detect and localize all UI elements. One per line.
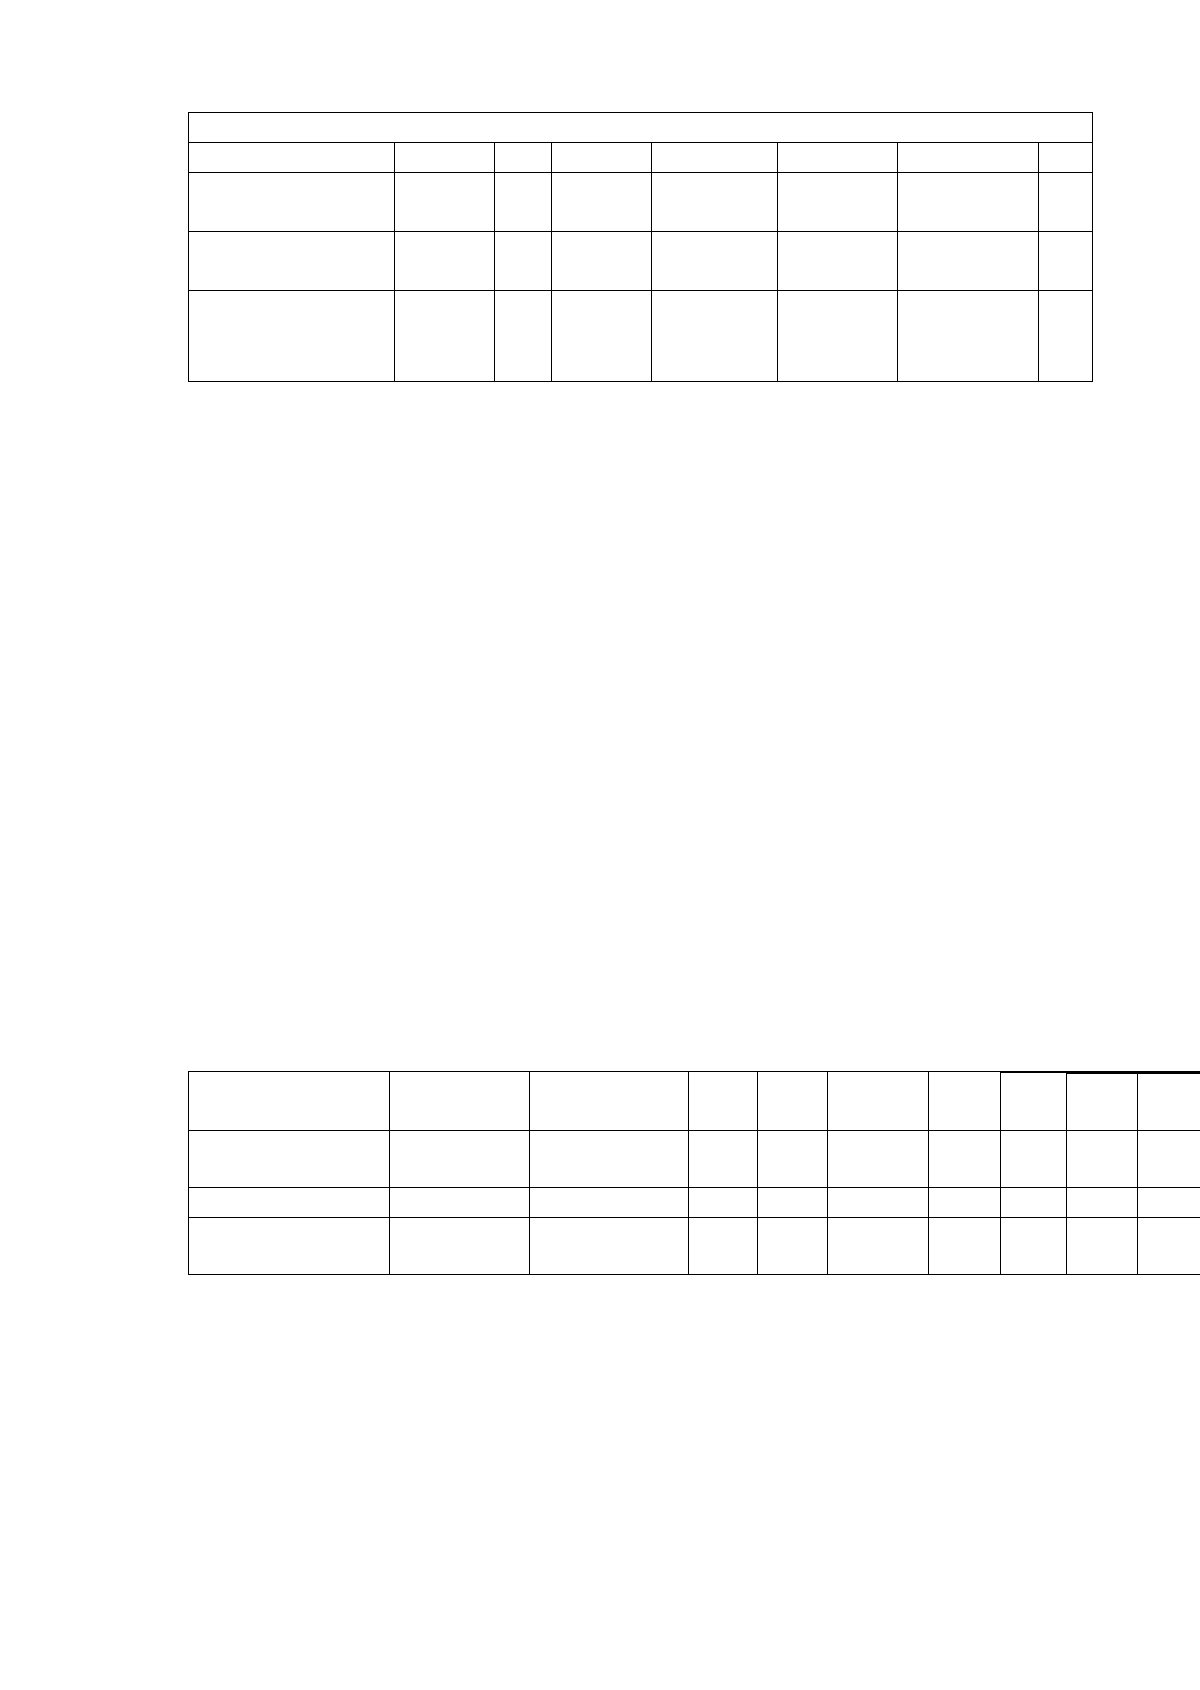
dash-cell	[689, 1218, 758, 1275]
fund-unit-volume	[395, 173, 495, 232]
summary-label	[189, 1131, 390, 1188]
cell	[689, 1188, 758, 1218]
cell	[778, 173, 898, 232]
dash-cell	[1067, 1218, 1138, 1275]
cell	[495, 232, 552, 291]
section-row	[189, 113, 1093, 143]
cell	[778, 232, 898, 291]
term-label	[189, 232, 395, 291]
juvenile-care-table	[188, 1071, 1200, 1275]
cell	[1067, 1131, 1138, 1188]
cell	[1039, 232, 1093, 291]
last-label	[189, 1218, 390, 1275]
header-annual-area	[1001, 1073, 1067, 1131]
fund-label-line1	[189, 143, 395, 173]
term-unit	[395, 232, 495, 291]
cell	[495, 143, 552, 173]
cell	[552, 173, 652, 232]
header-volume	[828, 1072, 929, 1131]
cell	[778, 143, 898, 173]
cell	[652, 143, 778, 173]
header-district	[390, 1072, 530, 1131]
cell	[552, 143, 652, 173]
cell	[1039, 291, 1093, 382]
cell	[898, 291, 1039, 382]
cell	[495, 173, 552, 232]
cell	[828, 1188, 929, 1218]
cell	[552, 232, 652, 291]
body-text	[188, 676, 1120, 682]
annual-header-row	[189, 291, 1093, 382]
cell	[898, 232, 1039, 291]
cell	[1001, 1188, 1067, 1218]
cell	[898, 173, 1039, 232]
last-row	[189, 1218, 1200, 1275]
annual-label	[189, 291, 395, 382]
cell	[495, 291, 552, 382]
header-total	[1067, 1074, 1138, 1131]
cell	[390, 1188, 530, 1218]
cell	[758, 1188, 828, 1218]
cell	[929, 1131, 1001, 1188]
cell	[898, 143, 1039, 173]
cell	[652, 291, 778, 382]
cell	[929, 1188, 1001, 1218]
header-term	[929, 1072, 1001, 1131]
dash-cell	[828, 1218, 929, 1275]
cell	[1067, 1188, 1138, 1218]
header-care-type	[189, 1072, 390, 1131]
header-species	[689, 1072, 758, 1131]
cell	[530, 1188, 689, 1218]
dash-cell	[1138, 1218, 1200, 1275]
cell	[652, 232, 778, 291]
cell	[1039, 173, 1093, 232]
header-farm	[530, 1072, 689, 1131]
header-per-ha	[1138, 1074, 1200, 1131]
term-row	[189, 232, 1093, 291]
cell	[652, 173, 778, 232]
cell	[828, 1131, 929, 1188]
fund-label-line2	[189, 173, 395, 232]
cell	[1039, 143, 1093, 173]
dash-cell	[390, 1218, 530, 1275]
cell	[530, 1131, 689, 1188]
incl-row	[189, 1188, 1200, 1218]
fund-row-2	[189, 173, 1093, 232]
cell	[1138, 1188, 1200, 1218]
summary-row	[189, 1131, 1200, 1188]
forestry-totals-table	[188, 112, 1093, 382]
cell	[552, 291, 652, 382]
header-area	[758, 1072, 828, 1131]
dash-cell	[1001, 1218, 1067, 1275]
fund-row-1	[189, 143, 1093, 173]
fund-unit-ha	[395, 143, 495, 173]
cell	[778, 291, 898, 382]
dash-cell	[929, 1218, 1001, 1275]
cell	[390, 1131, 530, 1188]
cell	[758, 1131, 828, 1188]
cell	[1138, 1131, 1200, 1188]
incl-label	[189, 1188, 390, 1218]
cell	[1001, 1131, 1067, 1188]
section-title	[189, 113, 1093, 143]
dash-cell	[758, 1218, 828, 1275]
cell	[689, 1131, 758, 1188]
cell	[395, 291, 495, 382]
dash-cell	[530, 1218, 689, 1275]
